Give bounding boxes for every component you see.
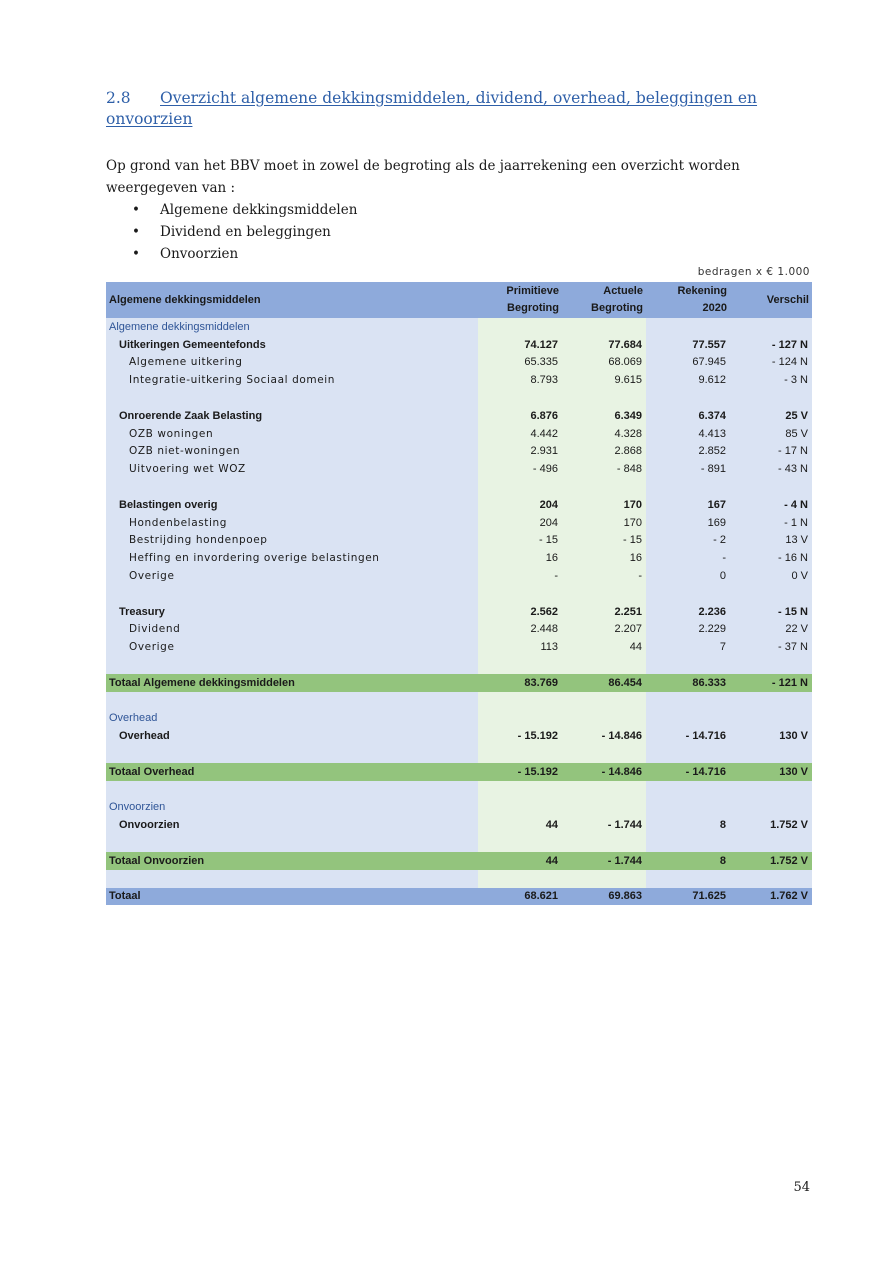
row-label: Totaal Algemene dekkingsmiddelen — [109, 676, 295, 689]
section-row — [106, 710, 812, 728]
cell-actuele-begroting: 2.868 — [614, 445, 642, 458]
header-line: Primitieve — [506, 285, 559, 297]
cell-actuele-begroting: 69.863 — [608, 890, 642, 903]
cell-rekening-2020: - — [722, 552, 726, 565]
bullet-icon: • — [132, 202, 140, 218]
table-body — [106, 318, 812, 905]
cell-verschil: - 124 N — [771, 356, 808, 369]
cell-primitieve-begroting: - 496 — [532, 463, 558, 476]
cell-rekening-2020: 169 — [707, 516, 726, 529]
row-label: Heffing en invordering overige belastingen — [129, 552, 380, 565]
table-row — [106, 549, 812, 567]
cell-verschil: 22 V — [785, 623, 808, 636]
cell-actuele-begroting: - 848 — [616, 463, 642, 476]
row-label: Dividend — [129, 623, 181, 636]
cell-actuele-begroting: 2.251 — [614, 605, 642, 618]
row-label: Treasury — [119, 605, 165, 618]
row-label: Totaal Onvoorzien — [109, 854, 205, 867]
cell-primitieve-begroting: - 15 — [539, 534, 558, 547]
row-label: Totaal — [109, 890, 141, 903]
row-label: Hondenbelasting — [129, 516, 228, 529]
cell-primitieve-begroting: 16 — [545, 552, 558, 565]
cell-actuele-begroting: 170 — [623, 498, 642, 511]
row-label: Onvoorzien — [119, 819, 180, 832]
header-rekening-2020 — [646, 282, 730, 318]
cell-rekening-2020: 7 — [719, 641, 726, 654]
cell-actuele-begroting: 4.328 — [614, 427, 642, 440]
spacer-row — [106, 692, 812, 710]
header-line: Begroting — [507, 302, 559, 314]
table-row — [106, 621, 812, 639]
cell-primitieve-begroting: 68.621 — [524, 890, 558, 903]
amounts-note: bedragen x € 1.000 — [697, 266, 810, 278]
cell-rekening-2020: 9.612 — [698, 374, 726, 387]
cell-actuele-begroting: - 1.744 — [607, 819, 642, 832]
cell-verschil: 130 V — [779, 730, 808, 743]
cell-rekening-2020: 86.333 — [692, 676, 726, 689]
spacer-row — [106, 478, 812, 496]
cell-actuele-begroting: 9.615 — [614, 374, 642, 387]
total-row — [106, 763, 812, 781]
table-row — [106, 638, 812, 656]
spacer-row — [106, 781, 812, 799]
table-row — [106, 425, 812, 443]
bullet-icon: • — [132, 246, 140, 262]
cell-verschil: - 43 N — [778, 463, 808, 476]
table-row — [106, 816, 812, 834]
cell-actuele-begroting: 77.684 — [608, 338, 642, 351]
cell-primitieve-begroting: 6.876 — [530, 409, 558, 422]
cell-actuele-begroting: 44 — [629, 641, 642, 654]
cell-verschil: 0 V — [791, 570, 808, 583]
spacer-row — [106, 389, 812, 407]
section-heading — [106, 88, 766, 130]
cell-primitieve-begroting: 8.793 — [530, 374, 558, 387]
row-label: Overige — [129, 570, 175, 583]
table-row — [106, 460, 812, 478]
cell-primitieve-begroting: 2.448 — [530, 623, 558, 636]
cell-rekening-2020: 2.236 — [698, 605, 726, 618]
cell-primitieve-begroting: - 15.192 — [517, 730, 558, 743]
section-title: Overzicht algemene dekkingsmiddelen, dividend, overhead, beleggingen en onvoorzien — [106, 89, 758, 128]
cell-verschil: - 4 N — [784, 498, 808, 511]
table-row — [106, 407, 812, 425]
cell-verschil: - 37 N — [778, 641, 808, 654]
spacer-row — [106, 745, 812, 763]
table-row — [106, 532, 812, 550]
row-label: Overige — [129, 641, 175, 654]
table-row — [106, 336, 812, 354]
cell-actuele-begroting: 16 — [629, 552, 642, 565]
total-row — [106, 888, 812, 906]
cell-verschil: - 121 N — [771, 676, 808, 689]
row-label: Bestrijding hondenpoep — [129, 534, 268, 547]
table-row — [106, 354, 812, 372]
cell-verschil: - 1 N — [784, 516, 808, 529]
cell-rekening-2020: 8 — [719, 854, 726, 867]
cell-actuele-begroting: 2.207 — [614, 623, 642, 636]
cell-primitieve-begroting: 44 — [545, 854, 558, 867]
cell-primitieve-begroting: 2.562 — [530, 605, 558, 618]
row-label: Totaal Overhead — [109, 765, 195, 778]
cell-rekening-2020: 77.557 — [692, 338, 726, 351]
cell-primitieve-begroting: - 15.192 — [517, 765, 558, 778]
bullet-item — [128, 243, 357, 265]
row-label: Algemene uitkering — [129, 356, 243, 369]
cell-primitieve-begroting: 2.931 — [530, 445, 558, 458]
cell-actuele-begroting: 170 — [623, 516, 642, 529]
header-line: Actuele — [603, 285, 643, 297]
bullet-list — [128, 199, 357, 265]
cell-primitieve-begroting: 83.769 — [524, 676, 558, 689]
page-number: 54 — [793, 1180, 810, 1195]
spacer-row — [106, 834, 812, 852]
cell-verschil: 85 V — [785, 427, 808, 440]
cell-verschil: 130 V — [779, 765, 808, 778]
header-actuele-begroting — [562, 282, 646, 318]
section-row — [106, 799, 812, 817]
total-row — [106, 852, 812, 870]
row-label: Integratie-uitkering Sociaal domein — [129, 374, 336, 387]
cell-primitieve-begroting: 4.442 — [530, 427, 558, 440]
row-label: Belastingen overig — [119, 498, 218, 511]
bullet-item — [128, 199, 357, 221]
table-row — [106, 567, 812, 585]
cell-actuele-begroting: - 14.846 — [601, 765, 642, 778]
header-verschil: Verschil — [766, 293, 809, 306]
row-label: Overhead — [109, 712, 158, 725]
coverage-table — [106, 282, 812, 905]
cell-verschil: 1.752 V — [770, 854, 808, 867]
row-label: Algemene dekkingsmiddelen — [109, 320, 250, 333]
cell-verschil: 1.752 V — [770, 819, 808, 832]
cell-rekening-2020: - 891 — [700, 463, 726, 476]
cell-primitieve-begroting: 44 — [545, 819, 558, 832]
cell-rekening-2020: 0 — [719, 570, 726, 583]
bullet-text: Onvoorzien — [160, 246, 239, 262]
row-label: Onvoorzien — [109, 801, 166, 814]
spacer-row — [106, 870, 812, 888]
spacer-row — [106, 656, 812, 674]
cell-primitieve-begroting: 65.335 — [524, 356, 558, 369]
section-row — [106, 318, 812, 336]
cell-rekening-2020: 71.625 — [692, 890, 726, 903]
cell-verschil: 13 V — [785, 534, 808, 547]
cell-rekening-2020: 2.229 — [698, 623, 726, 636]
cell-actuele-begroting: 68.069 — [608, 356, 642, 369]
spacer-row — [106, 585, 812, 603]
cell-primitieve-begroting: 204 — [539, 498, 558, 511]
section-number: 2.8 — [106, 89, 131, 107]
intro-paragraph: Op grond van het BBV moet in zowel de begroting als de jaarrekening een overzicht worden weergegeven van : — [106, 158, 740, 196]
cell-actuele-begroting: - 15 — [623, 534, 642, 547]
header-line: Rekening — [677, 285, 727, 297]
bullet-text: Dividend en beleggingen — [160, 224, 331, 240]
row-label: OZB niet-woningen — [129, 445, 241, 458]
cell-rekening-2020: - 14.716 — [685, 765, 726, 778]
cell-rekening-2020: 4.413 — [698, 427, 726, 440]
table-row — [106, 603, 812, 621]
cell-rekening-2020: 8 — [719, 819, 726, 832]
cell-rekening-2020: 2.852 — [698, 445, 726, 458]
header-label: Algemene dekkingsmiddelen — [109, 294, 261, 306]
bullet-icon: • — [132, 224, 140, 240]
cell-primitieve-begroting: 74.127 — [524, 338, 558, 351]
total-row — [106, 674, 812, 692]
cell-rekening-2020: - 14.716 — [685, 730, 726, 743]
cell-verschil: - 17 N — [778, 445, 808, 458]
cell-verschil: - 127 N — [771, 338, 808, 351]
table-row — [106, 727, 812, 745]
cell-actuele-begroting: 6.349 — [614, 409, 642, 422]
row-label: OZB woningen — [129, 427, 214, 440]
cell-primitieve-begroting: - — [554, 570, 558, 583]
cell-verschil: 25 V — [785, 409, 808, 422]
cell-actuele-begroting: - 1.744 — [607, 854, 642, 867]
row-label: Overhead — [119, 730, 170, 743]
bullet-item — [128, 221, 357, 243]
cell-rekening-2020: 6.374 — [698, 409, 726, 422]
bullet-text: Algemene dekkingsmiddelen — [160, 202, 358, 218]
cell-verschil: - 15 N — [778, 605, 808, 618]
table-row — [106, 514, 812, 532]
header-line: 2020 — [702, 302, 727, 314]
cell-primitieve-begroting: 113 — [540, 641, 558, 654]
cell-primitieve-begroting: 204 — [539, 516, 558, 529]
table-header — [106, 282, 812, 318]
table-row — [106, 496, 812, 514]
cell-actuele-begroting: - — [638, 570, 642, 583]
row-label: Uitvoering wet WOZ — [129, 463, 246, 476]
header-line: Begroting — [591, 302, 643, 314]
cell-verschil: - 16 N — [778, 552, 808, 565]
header-primitieve-begroting — [478, 282, 562, 318]
cell-rekening-2020: 167 — [707, 498, 726, 511]
cell-rekening-2020: - 2 — [713, 534, 726, 547]
cell-actuele-begroting: 86.454 — [608, 676, 642, 689]
cell-verschil: - 3 N — [784, 374, 808, 387]
cell-actuele-begroting: - 14.846 — [601, 730, 642, 743]
row-label: Uitkeringen Gemeentefonds — [119, 338, 266, 351]
row-label: Onroerende Zaak Belasting — [119, 409, 263, 422]
table-row — [106, 371, 812, 389]
table-row — [106, 443, 812, 461]
cell-verschil: 1.762 V — [770, 890, 808, 903]
cell-rekening-2020: 67.945 — [692, 356, 726, 369]
